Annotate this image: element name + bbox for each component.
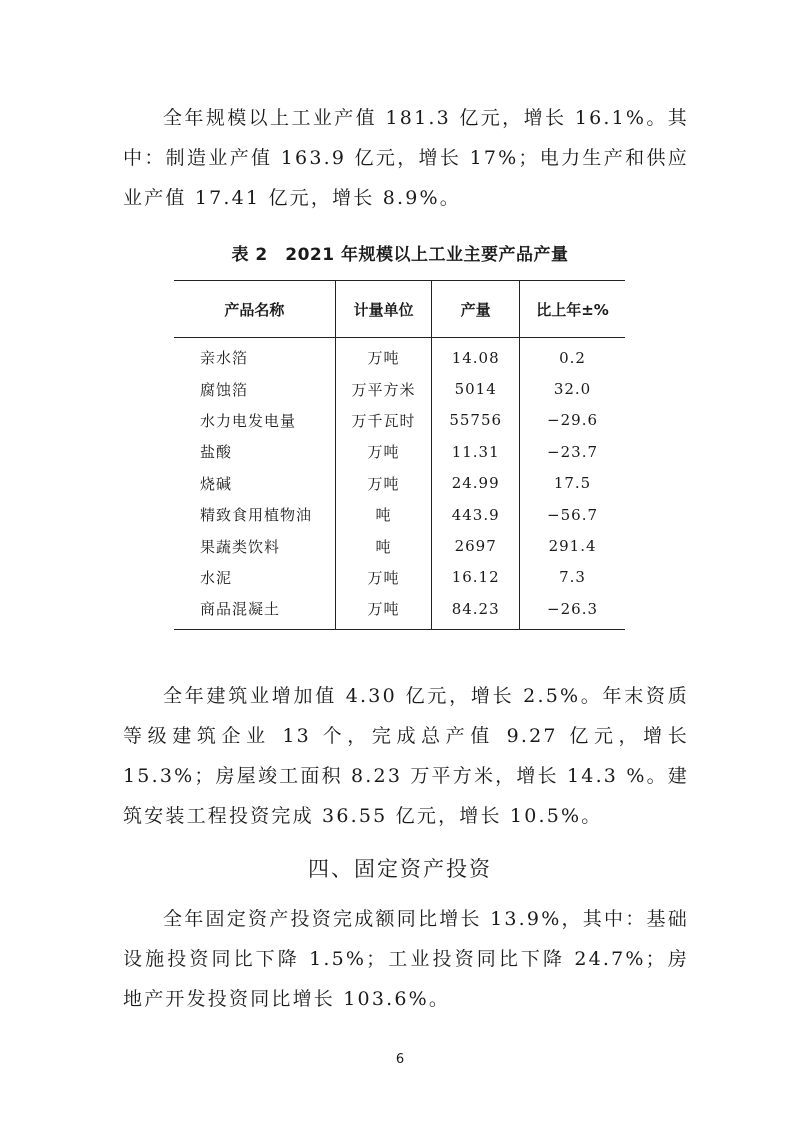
cell-product-name: 腐蚀箔	[174, 373, 335, 404]
cell-change: 291.4	[548, 537, 597, 556]
cell-output: 11.31	[432, 436, 520, 467]
cell-unit: 万平方米	[335, 373, 432, 404]
table-row	[174, 373, 625, 404]
cell-output: 443.9	[432, 499, 520, 530]
cell-output: 24.99	[432, 468, 520, 499]
cell-unit: 万吨	[335, 338, 432, 374]
page-number: 6	[395, 1052, 405, 1067]
cell-unit: 万吨	[335, 468, 432, 499]
cell-output: 16.12	[432, 562, 520, 593]
cell-change: 0.2	[559, 348, 586, 367]
table-row	[174, 530, 625, 561]
cell-unit: 万千瓦时	[335, 405, 432, 436]
table-row	[174, 499, 625, 530]
cell-unit: 万吨	[335, 593, 432, 629]
cell-product-name: 盐酸	[174, 436, 335, 467]
paragraph-construction: 全年建筑业增加值 4.30 亿元，增长 2.5%。年末资质等级建筑企业 13 个，完成总产值 9.27 亿元，增长 15.3%；房屋竣工面积 8.23 万平方米，增长 14.3 %。建筑安装工程投资完成 36.55 亿元，增长 10.5%。	[123, 685, 689, 827]
cell-unit: 万吨	[335, 562, 432, 593]
header-change: 比上年±%	[520, 281, 625, 338]
cell-output: 2697	[432, 530, 520, 561]
cell-product-name: 商品混凝土	[174, 593, 335, 629]
table-row	[174, 338, 625, 374]
paragraph-industrial-output: 全年规模以上工业产值 181.3 亿元，增长 16.1%。其中：制造业产值 163.9 亿元，增长 17%；电力生产和供应业产值 17.41 亿元，增长 8.9%。	[123, 107, 689, 209]
cell-change: −56.7	[547, 505, 599, 524]
header-unit: 计量单位	[335, 281, 432, 338]
cell-change: −26.3	[547, 599, 599, 618]
cell-product-name: 水泥	[174, 562, 335, 593]
cell-unit: 吨	[335, 499, 432, 530]
section-heading: 四、固定资产投资	[308, 857, 492, 881]
table-row	[174, 562, 625, 593]
cell-product-name: 果蔬类饮料	[174, 530, 335, 561]
cell-change: 32.0	[553, 380, 592, 399]
cell-product-name: 精致食用植物油	[174, 499, 335, 530]
table-row	[174, 593, 625, 629]
cell-unit: 吨	[335, 530, 432, 561]
table-caption: 表 2 2021 年规模以上工业主要产品产量	[231, 245, 569, 265]
cell-change: −29.6	[547, 411, 599, 430]
table-row	[174, 468, 625, 499]
table-row	[174, 405, 625, 436]
cell-change: 17.5	[553, 474, 592, 493]
industrial-products-table	[174, 280, 625, 630]
cell-unit: 万吨	[335, 436, 432, 467]
header-output: 产量	[432, 281, 520, 338]
cell-product-name: 水力电发电量	[174, 405, 335, 436]
cell-change: 7.3	[559, 568, 586, 587]
table-header-row	[174, 281, 625, 338]
paragraph-fixed-asset-investment: 全年固定资产投资完成额同比增长 13.9%，其中：基础设施投资同比下降 1.5%；工业投资同比下降 24.7%；房地产开发投资同比增长 103.6%。	[123, 908, 689, 1010]
cell-output: 55756	[432, 405, 520, 436]
table-row	[174, 436, 625, 467]
cell-output: 14.08	[432, 338, 520, 374]
cell-product-name: 亲水箔	[174, 338, 335, 374]
cell-change: −23.7	[547, 442, 599, 461]
cell-output: 5014	[432, 373, 520, 404]
cell-product-name: 烧碱	[174, 468, 335, 499]
cell-output: 84.23	[432, 593, 520, 629]
header-product-name: 产品名称	[174, 281, 335, 338]
